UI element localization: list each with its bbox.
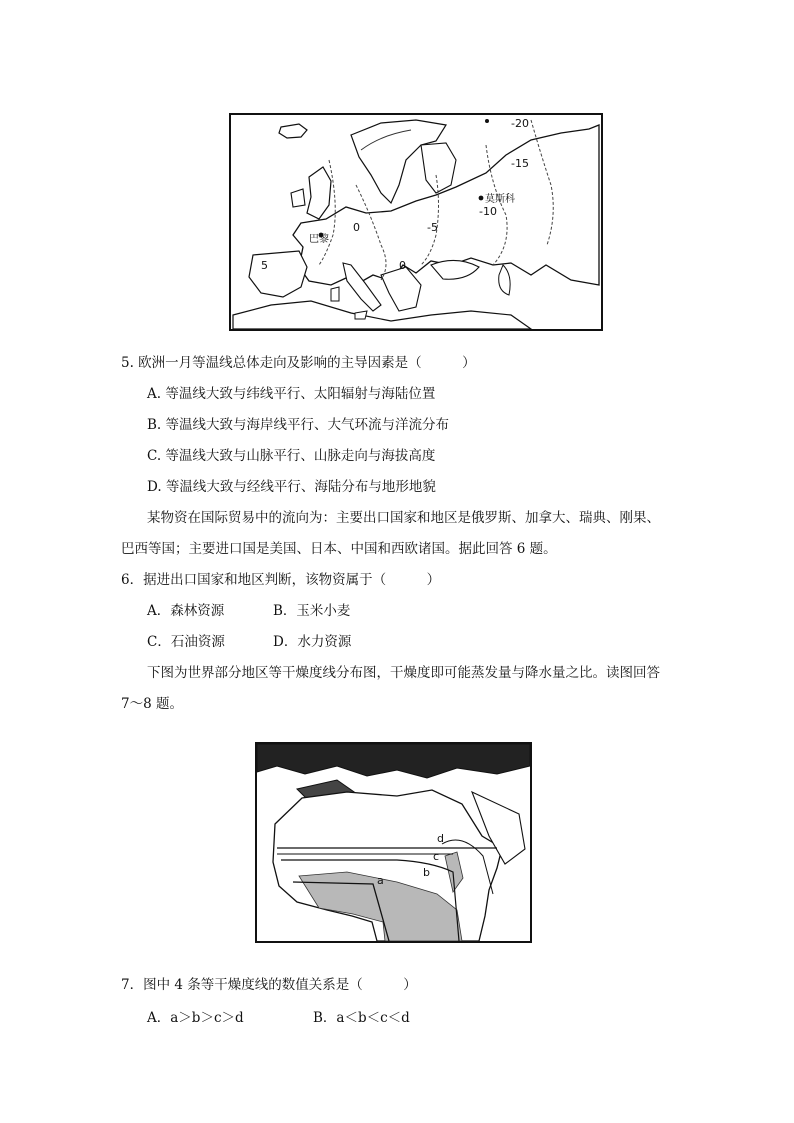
question-6-option-a: A．森林资源	[147, 603, 225, 619]
city-label-moscow: 莫斯科	[485, 194, 515, 205]
isoline-label-b: b	[423, 866, 430, 879]
question-6-option-d: D．水力资源	[273, 634, 352, 650]
europe-map-drawing	[231, 115, 601, 329]
question-7-option-b: B．a＜b＜c＜d	[313, 1010, 410, 1026]
material-1-line-2: 巴西等国；主要进口国是美国、日本、中国和西欧诸国。据此回答 6 题。	[121, 541, 557, 557]
isoline-label-a: a	[377, 874, 384, 887]
isoline-label-c: c	[433, 850, 440, 863]
question-6-option-c: C．石油资源	[147, 634, 225, 650]
aridity-isoline-map	[255, 742, 532, 943]
isotherm-label-5: 5	[261, 259, 268, 272]
isotherm-label-0a: 0	[353, 221, 360, 234]
isotherm-label-minus15: -15	[511, 157, 529, 170]
europe-isotherm-map	[229, 113, 603, 331]
question-5-option-a: A. 等温线大致与纬线平行、太阳辐射与海陆位置	[147, 386, 436, 402]
isoline-label-d: d	[437, 832, 444, 845]
aridity-map-drawing	[257, 744, 530, 941]
question-7-option-a: A．a＞b＞c＞d	[147, 1010, 244, 1026]
isotherm-label-minus5: -5	[427, 221, 438, 234]
isotherm-label-minus10: -10	[479, 205, 497, 218]
material-1-line-1: 某物资在国际贸易中的流向为：主要出口国家和地区是俄罗斯、加拿大、瑞典、刚果、	[147, 510, 660, 526]
question-5-option-c: C. 等温线大致与山脉平行、山脉走向与海拔高度	[147, 448, 436, 464]
isotherm-label-0b: 0	[399, 259, 406, 272]
isotherm-label-minus20: -20	[511, 117, 529, 130]
city-label-paris: 巴黎	[309, 234, 329, 245]
question-5-option-b: B. 等温线大致与海岸线平行、大气环流与洋流分布	[147, 417, 450, 433]
question-5-option-d: D. 等温线大致与经线平行、海陆分布与地形地貌	[147, 479, 436, 495]
question-7-stem: 7．图中 4 条等干燥度线的数值关系是（ ）	[121, 977, 417, 993]
question-6-option-b: B．玉米小麦	[273, 603, 351, 619]
question-6-stem: 6．据进出口国家和地区判断，该物资属于（ ）	[121, 572, 441, 588]
material-2-line-1: 下图为世界部分地区等干燥度线分布图，干燥度即可能蒸发量与降水量之比。读图回答	[147, 665, 660, 681]
question-5-stem: 5. 欧洲一月等温线总体走向及影响的主导因素是（ ）	[121, 355, 476, 371]
material-2-line-2: 7～8 题。	[121, 696, 183, 712]
